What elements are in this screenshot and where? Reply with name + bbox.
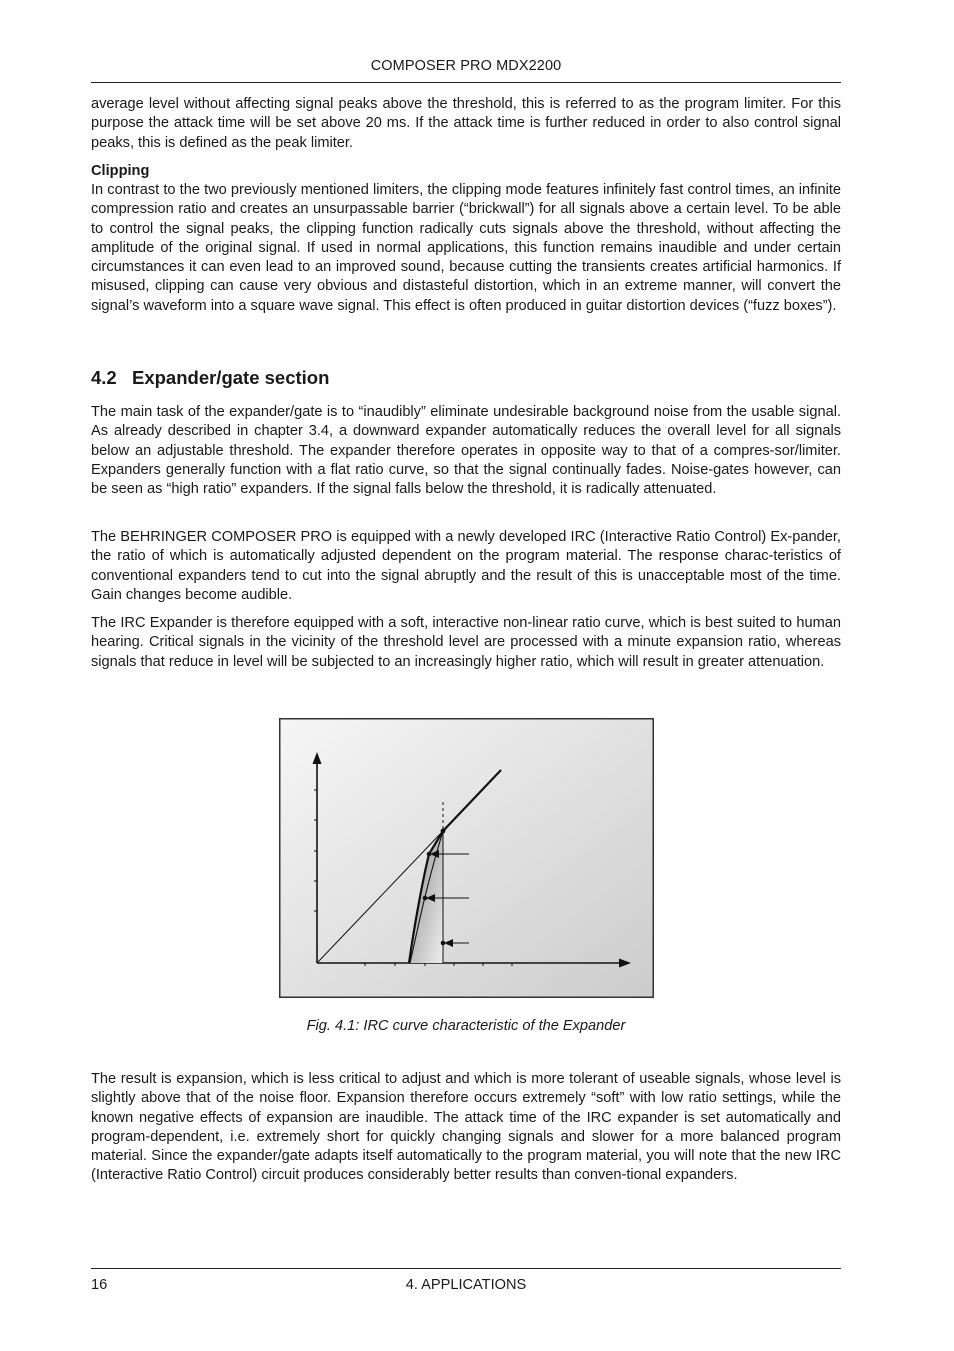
paragraph-irc-expander: The BEHRINGER COMPOSER PRO is equipped with a newly developed IRC (Interactive Ratio Control) Ex-pander, the ratio of which is automatically adjusted dependent on the program material. The response charac-teristics of conventional expanders tend to cut into the signal abruptly and the result of this is unacceptable most of the time. Gain changes become audible. [91, 529, 841, 603]
page-number: 16 [91, 1277, 108, 1293]
clipping-heading: Clipping [91, 163, 150, 179]
figure-caption: Fig. 4.1: IRC curve characteristic of the Expander [306, 1018, 626, 1034]
threshold-point [441, 829, 446, 834]
page-header-title: COMPOSER PRO MDX2200 [370, 58, 562, 74]
paragraph-clipping: In contrast to the two previously mentioned limiters, the clipping mode features infinitely fast control times, an infinite compression ratio and creates an unsurpassable barrier (“brickwall”) for all signals above a certain level. To be able to control the signal peaks, the clipping function radically cuts signals above the threshold, without affecting the amplitude of the original signal. If used in normal applications, this function remains inaudible and under certain circumstances it can even lead to an improved sound, because cutting the transients creates artificial harmonics. If misused, clipping can cause very obvious and distasteful distortion, which in an extreme manner, will convert the signal’s waveform into a square wave signal. This effect is often produced in guitar distortion devices (“fuzz boxes”). [91, 182, 841, 314]
paragraph-limiter-continued: average level without affecting signal peaks above the threshold, this is referred to as the program limiter. For this purpose the attack time will be set above 20 ms. If the attack time is further reduced in order to also control signal peaks, this is defined as the peak limiter. [91, 96, 841, 151]
figure-frame [280, 719, 654, 998]
section-number: 4.2 [91, 367, 117, 388]
footer-rule [91, 1268, 841, 1269]
irc-curve-figure [279, 718, 654, 998]
section-heading [91, 367, 329, 389]
paragraph-expander-intro: The main task of the expander/gate is to “inaudibly” eliminate undesirable background noise from the usable signal. As already described in chapter 3.4, a downward expander automatically reduces the overall level for all signals below an adjustable threshold. The expander therefore operates in opposite way to that of a compres-sor/limiter. Expanders generally function with a flat ratio curve, so that the signal continually fades. Noise-gates however, can be seen as “high ratio” expanders. If the signal falls below the threshold, it is radically attenuated. [91, 404, 841, 498]
paragraph-expansion-result: The result is expansion, which is less critical to adjust and which is more tolerant of useable signals, whose level is slightly above that of the noise floor. Expansion therefore occurs extremely “soft” with low ratio settings, while the known negative effects of expansion are inaudible. The attack time of the IRC expander is set automatically and program-dependent, i.e. extremely short for quickly changing signals and slower for a more balanced program material. Since the expander/gate adapts itself automatically to the program material, you will note that the new IRC (Interactive Ratio Control) circuit produces considerably better results than conven-tional expanders. [91, 1071, 841, 1184]
section-title: Expander/gate section [132, 367, 330, 388]
irc-curve-diagram [279, 718, 654, 998]
paragraph-irc-curve: The IRC Expander is therefore equipped with a soft, interactive non-linear ratio curve, which is best suited to human hearing. Critical signals in the vicinity of the threshold level are processed with a minute expansion ratio, whereas signals that reduce in level will be subjected to an increasingly higher ratio, which will result in greater attenuation. [91, 615, 841, 670]
footer-chapter: 4. APPLICATIONS [405, 1277, 527, 1293]
header-rule [91, 82, 841, 83]
